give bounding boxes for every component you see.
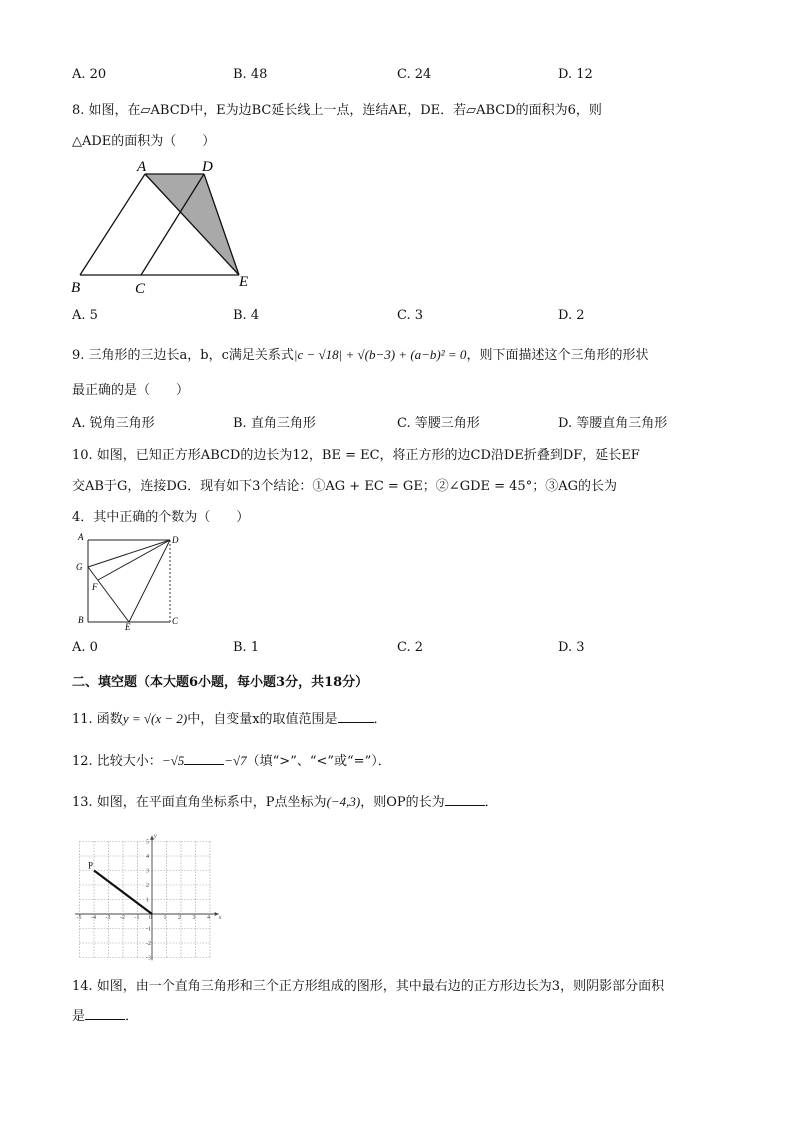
q12-text [72, 750, 391, 769]
q11-text-end: ． [373, 712, 387, 727]
q9-option-a: A. 锐角三角形 [72, 416, 155, 431]
q10-label-b: B [78, 615, 84, 625]
q9-formula: |c − √18| + √(b−3) + (a−b)² = 0 [293, 347, 467, 362]
q11-text-post: 中，自变量x的取值范围是 [187, 712, 338, 727]
q9-text-line2: 最正确的是（ ） [72, 383, 190, 398]
q14-text-pre: 是 [72, 1009, 86, 1024]
q8-parallelogram-figure [68, 155, 268, 300]
q13-coord: (−4,3) [326, 794, 361, 809]
x-tick-label: -5 [76, 915, 82, 921]
q9-text-post: ，则下面描述这个三角形的形状 [466, 348, 649, 363]
y-tick-label: -2 [146, 941, 151, 947]
section-2-heading: 二、填空题（本大题6小题，每小题3分，共18分） [72, 675, 369, 690]
y-tick-label: 4 [146, 854, 149, 860]
q8-label-d: D [202, 159, 213, 175]
q10-option-a: A. 0 [72, 640, 98, 655]
q12-right-expr: −√7 [224, 753, 247, 768]
q10-option-d: D. 3 [558, 640, 585, 655]
y-tick-label: 3 [146, 868, 149, 875]
y-axis-label: y [154, 833, 157, 840]
q14-text-line1: 14. 如图，由一个直角三角形和三个正方形组成的图形，其中最右边的正方形边长为3，则阴影部分面积 [72, 979, 665, 994]
q10-text-line3: 4．其中正确的个数为（ ） [72, 510, 250, 525]
q12-answer-blank[interactable] [184, 752, 224, 765]
x-tick-label: -4 [91, 915, 96, 921]
q8-text-line2: △ADE的面积为（ ） [72, 134, 216, 149]
y-tick-label: -3 [146, 955, 151, 962]
q10-label-a: A [78, 532, 84, 542]
q10-square-fold-figure [70, 530, 190, 630]
q11-text [72, 708, 387, 727]
q8-label-c: C [135, 281, 146, 297]
x-tick-label: 4 [207, 915, 210, 921]
q10-option-b: B. 1 [233, 640, 260, 655]
q8-option-b: B. 4 [233, 308, 260, 323]
q10-text-line1: 10. 如图，已知正方形ABCD的边长为12，BE = EC，将正方形的边CD沿DE折叠到DF，延长EF [72, 448, 640, 463]
q9-text-pre: 9. 三角形的三边长a，b，c满足关系式 [72, 348, 294, 363]
q10-label-e: E [125, 622, 131, 632]
q8-label-b: B [71, 280, 81, 296]
q10-label-f: F [92, 582, 98, 592]
y-tick-label: 5 [146, 839, 149, 846]
y-tick-label: 1 [146, 897, 149, 904]
q10-label-g: G [76, 562, 83, 572]
x-tick-label: -1 [134, 915, 140, 921]
q8-option-d: D. 2 [558, 308, 585, 323]
q7-option-c: C. 24 [397, 67, 432, 82]
q13-text [72, 791, 498, 810]
q8-option-c: C. 3 [397, 308, 424, 323]
q12-left-expr: −√5 [161, 753, 185, 768]
q13-coordinate-grid [72, 828, 222, 962]
q14-text-line2 [72, 1005, 138, 1024]
q9-option-d: D. 等腰直角三角形 [558, 416, 668, 431]
q12-text-pre: 12. 比较大小： [72, 754, 162, 769]
point-p-label: P [88, 860, 94, 871]
q7-option-d: D. 12 [558, 67, 593, 82]
q13-text-end: ． [484, 795, 498, 810]
x-tick-label: 0 [149, 915, 152, 921]
q10-label-d: D [172, 535, 179, 545]
x-tick-label: -3 [105, 915, 111, 921]
y-tick-label: -1 [146, 926, 151, 933]
q12-text-post: （填“>”、“<”或“=”）． [246, 754, 391, 769]
q9-option-c: C. 等腰三角形 [397, 416, 480, 431]
q9-text-line1 [72, 344, 648, 363]
q9-option-b: B. 直角三角形 [233, 416, 316, 431]
q7-option-a: A. 20 [72, 67, 107, 82]
q14-text-end: ． [125, 1009, 139, 1024]
x-tick-label: 3 [192, 915, 196, 921]
q8-option-a: A. 5 [72, 308, 98, 323]
q11-formula: y = √(x − 2) [122, 711, 188, 726]
q7-option-b: B. 48 [233, 67, 268, 82]
x-tick-label: 2 [178, 915, 181, 921]
q13-answer-blank[interactable] [445, 793, 485, 806]
q13-text-post: ，则OP的长为 [360, 795, 445, 810]
segment-op [94, 868, 152, 915]
x-tick-label: 1 [163, 915, 167, 921]
q10-label-c: C [172, 616, 179, 626]
q8-text-line1: 8. 如图，在▱ABCD中，E为边BC延长线上一点，连结AE，DE．若▱ABCD的面积为6，则 [72, 103, 602, 118]
q10-text-line2: 交AB于G，连接DG．现有如下3个结论：①AG + EC = GE；②∠GDE = 45°；③AG的长为 [72, 479, 617, 494]
q8-label-e: E [239, 274, 249, 290]
q8-label-a: A [137, 159, 147, 175]
q14-answer-blank[interactable] [85, 1007, 125, 1020]
q11-text-pre: 11. 函数 [72, 712, 123, 727]
x-tick-label: -2 [120, 915, 125, 921]
x-axis-label: x [218, 915, 222, 921]
q10-option-c: C. 2 [397, 640, 424, 655]
q13-text-pre: 13. 如图，在平面直角坐标系中，P点坐标为 [72, 795, 327, 810]
y-tick-label: 2 [146, 883, 149, 889]
q11-answer-blank[interactable] [338, 710, 374, 723]
